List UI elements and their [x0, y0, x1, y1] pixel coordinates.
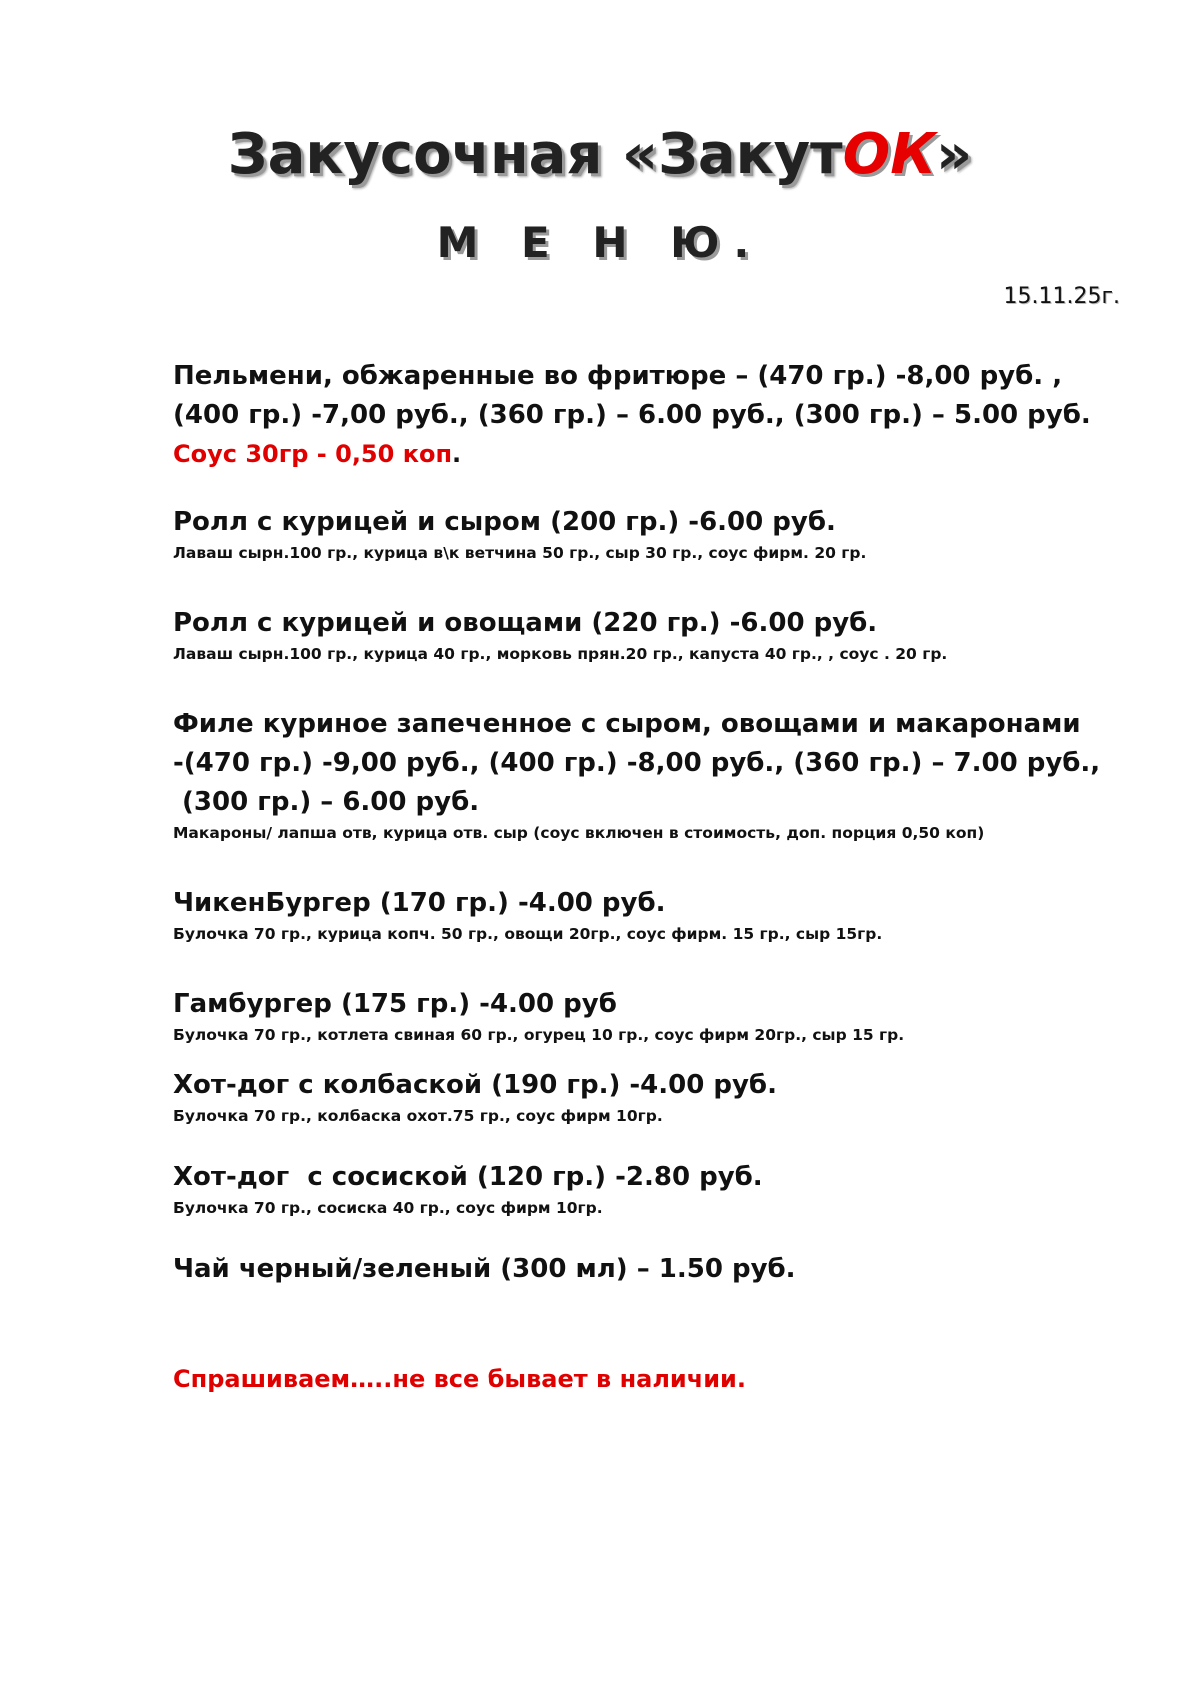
menu-item-title: Ролл с курицей и овощами (220 гр.) -6.00 руб. — [173, 608, 878, 638]
menu-list — [173, 357, 1123, 1289]
menu-item-roll-cheese — [173, 503, 1123, 564]
menu-heading: М Е Н Ю. — [436, 218, 764, 267]
menu-date: 15.11.25г. — [1003, 284, 1120, 309]
menu-item-title: Филе куриное запеченное с сыром, овощами и макаронами — [173, 709, 1081, 739]
menu-item-title: (300 гр.) – 6.00 руб. — [173, 787, 480, 817]
menu-item-description: Макароны/ лапша отв, курица отв. сыр (соус включен в стоимость, доп. порция 0,50 коп) — [173, 824, 985, 842]
menu-item-title: Гамбургер (175 гр.) -4.00 руб — [173, 989, 617, 1019]
menu-item-title: Хот-дог с колбаской (190 гр.) -4.00 руб. — [173, 1070, 777, 1100]
menu-item-hotdog-sausage — [173, 1066, 1123, 1127]
menu-item-description: Булочка 70 гр., сосиска 40 гр., соус фирм 10гр. — [173, 1199, 603, 1217]
menu-item-chicken-fillet — [173, 705, 1123, 844]
sauce-end: . — [452, 440, 462, 468]
menu-item-description: Лаваш сырн.100 гр., курица 40 гр., морковь прян.20 гр., капуста 40 гр., , соус . 20 гр. — [173, 645, 948, 663]
menu-item-title: (400 гр.) -7,00 руб., (360 гр.) – 6.00 руб., (300 гр.) – 5.00 руб. — [173, 400, 1091, 430]
menu-item-description: Булочка 70 гр., колбаска охот.75 гр., соус фирм 10гр. — [173, 1107, 663, 1125]
sauce-text: Соус 30гр - 0,50 коп — [173, 440, 453, 468]
menu-item-title: Ролл с курицей и сыром (200 гр.) -6.00 руб. — [173, 507, 836, 537]
title-main: Закусочная «Закут — [227, 122, 843, 187]
availability-note: Спрашиваем…..не все бывает в наличии. — [173, 1365, 746, 1393]
sauce-note — [173, 435, 1123, 473]
menu-item-roll-vegetables — [173, 604, 1123, 665]
menu-item-pelmeni — [173, 357, 1123, 473]
menu-item-title: Чай черный/зеленый (300 мл) – 1.50 руб. — [173, 1254, 796, 1284]
menu-item-title: -(470 гр.) -9,00 руб., (400 гр.) -8,00 руб., (360 гр.) – 7.00 руб., — [173, 748, 1101, 778]
menu-item-title: Пельмени, обжаренные во фритюре – (470 гр.) -8,00 руб. , — [173, 361, 1063, 391]
menu-item-hotdog-frank — [173, 1158, 1123, 1219]
menu-item-hamburger — [173, 985, 1123, 1046]
title-end: » — [936, 122, 973, 187]
menu-item-description: Булочка 70 гр., котлета свиная 60 гр., огурец 10 гр., соус фирм 20гр., сыр 15 гр. — [173, 1026, 905, 1044]
menu-item-title: Хот-дог с сосиской (120 гр.) -2.80 руб. — [173, 1162, 763, 1192]
menu-item-chickenburger — [173, 884, 1123, 945]
title-accent: ОК — [842, 122, 937, 187]
page-title — [0, 122, 1200, 187]
menu-item-title: ЧикенБургер (170 гр.) -4.00 руб. — [173, 888, 666, 918]
menu-item-description: Лаваш сырн.100 гр., курица в\к ветчина 50 гр., сыр 30 гр., соус фирм. 20 гр. — [173, 544, 867, 562]
menu-item-tea — [173, 1250, 1123, 1289]
menu-item-description: Булочка 70 гр., курица копч. 50 гр., овощи 20гр., соус фирм. 15 гр., сыр 15гр. — [173, 925, 883, 943]
